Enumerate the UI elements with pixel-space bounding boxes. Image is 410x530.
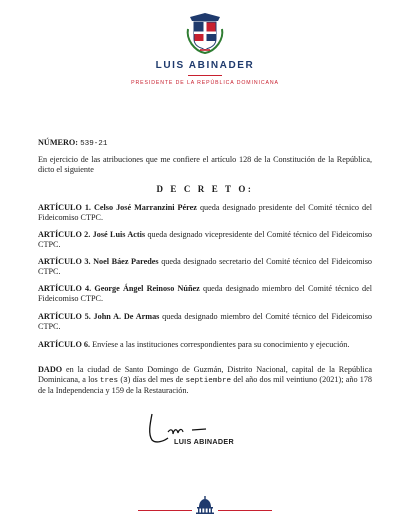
footer-divider-left — [138, 510, 192, 511]
article-6 — [38, 340, 372, 350]
article-text: queda designado presidente del Comité técnico del Fideicomiso CTPC. — [38, 203, 373, 222]
header-name: LUIS ABINADER — [155, 60, 255, 71]
article-label: ARTÍCULO 4. — [38, 284, 92, 293]
dado-text-3: del año dos mil veintiuno (2021); año 178 de la Independencia y 159 de la Restauración. — [38, 375, 373, 395]
article-3 — [38, 257, 372, 277]
numero-value: 539-21 — [80, 140, 108, 148]
article-2 — [38, 230, 372, 250]
header-divider — [188, 75, 222, 76]
article-text: Envíese a las instituciones correspondientes para su conocimiento y ejecución. — [92, 340, 350, 349]
dado-text-2: días del mes de — [132, 375, 184, 384]
article-label: ARTÍCULO 1. — [38, 203, 91, 212]
article-label: ARTÍCULO 2. — [38, 230, 91, 239]
article-person: John A. De Armas — [93, 312, 160, 321]
dado-text-1: en la ciudad de Santo Domingo de Guzmán, Distrito Nacional, capital de la República Dominicana, a los — [38, 365, 372, 384]
article-text: queda designado vicepresidente del Comité técnico del Fideicomiso CTPC. — [38, 230, 373, 249]
article-person: José Luis Actis — [92, 230, 146, 239]
palace-dome-icon — [194, 496, 216, 514]
dado-day-number: 3 — [123, 377, 128, 385]
article-text: queda designado miembro del Comité técnico del Fideicomiso CTPC. — [38, 312, 373, 331]
coat-of-arms-icon — [184, 9, 226, 55]
header-subtitle: PRESIDENTE DE LA REPÚBLICA DOMINICANA — [131, 80, 279, 86]
article-4 — [38, 284, 372, 304]
article-5 — [38, 312, 372, 332]
article-person: George Ángel Reinoso Núñez — [94, 284, 200, 293]
article-person: Celso José Marranzini Pérez — [93, 203, 197, 212]
preamble: En ejercicio de las atribuciones que me confiere el artículo 128 de la Constitución de la República, dicto el siguiente — [38, 155, 372, 174]
article-label: ARTÍCULO 3. — [38, 257, 91, 266]
article-1 — [38, 203, 372, 223]
article-label: ARTÍCULO 6. — [38, 340, 91, 349]
article-text: queda designado secretario del Comité técnico del Fideicomiso CTPC. — [38, 257, 373, 276]
dado-day-word: tres — [99, 377, 119, 385]
dado-month: septiembre — [185, 377, 232, 385]
dado-label: DADO — [38, 365, 63, 374]
numero-label: NÚMERO: — [38, 138, 79, 147]
decree-number-line — [38, 138, 372, 149]
signature-name: LUIS ABINADER — [174, 437, 234, 446]
article-text: queda designado miembro del Comité técnico del Fideicomiso CTPC. — [38, 284, 373, 303]
article-person: Noel Báez Paredes — [93, 257, 159, 266]
decree-title: D E C R E T O: — [156, 184, 254, 194]
dado-paragraph: DADO en la ciudad de Santo Domingo de Guzmán, Distrito Nacional, capital de la República Dominicana, a los tres (3) días del mes de septiembre del año dos mil veintiuno (2021); año 178 de la Independencia y 159 de la Restauración. — [38, 365, 373, 395]
article-label: ARTÍCULO 5. — [38, 312, 91, 321]
footer-divider-right — [218, 510, 272, 511]
